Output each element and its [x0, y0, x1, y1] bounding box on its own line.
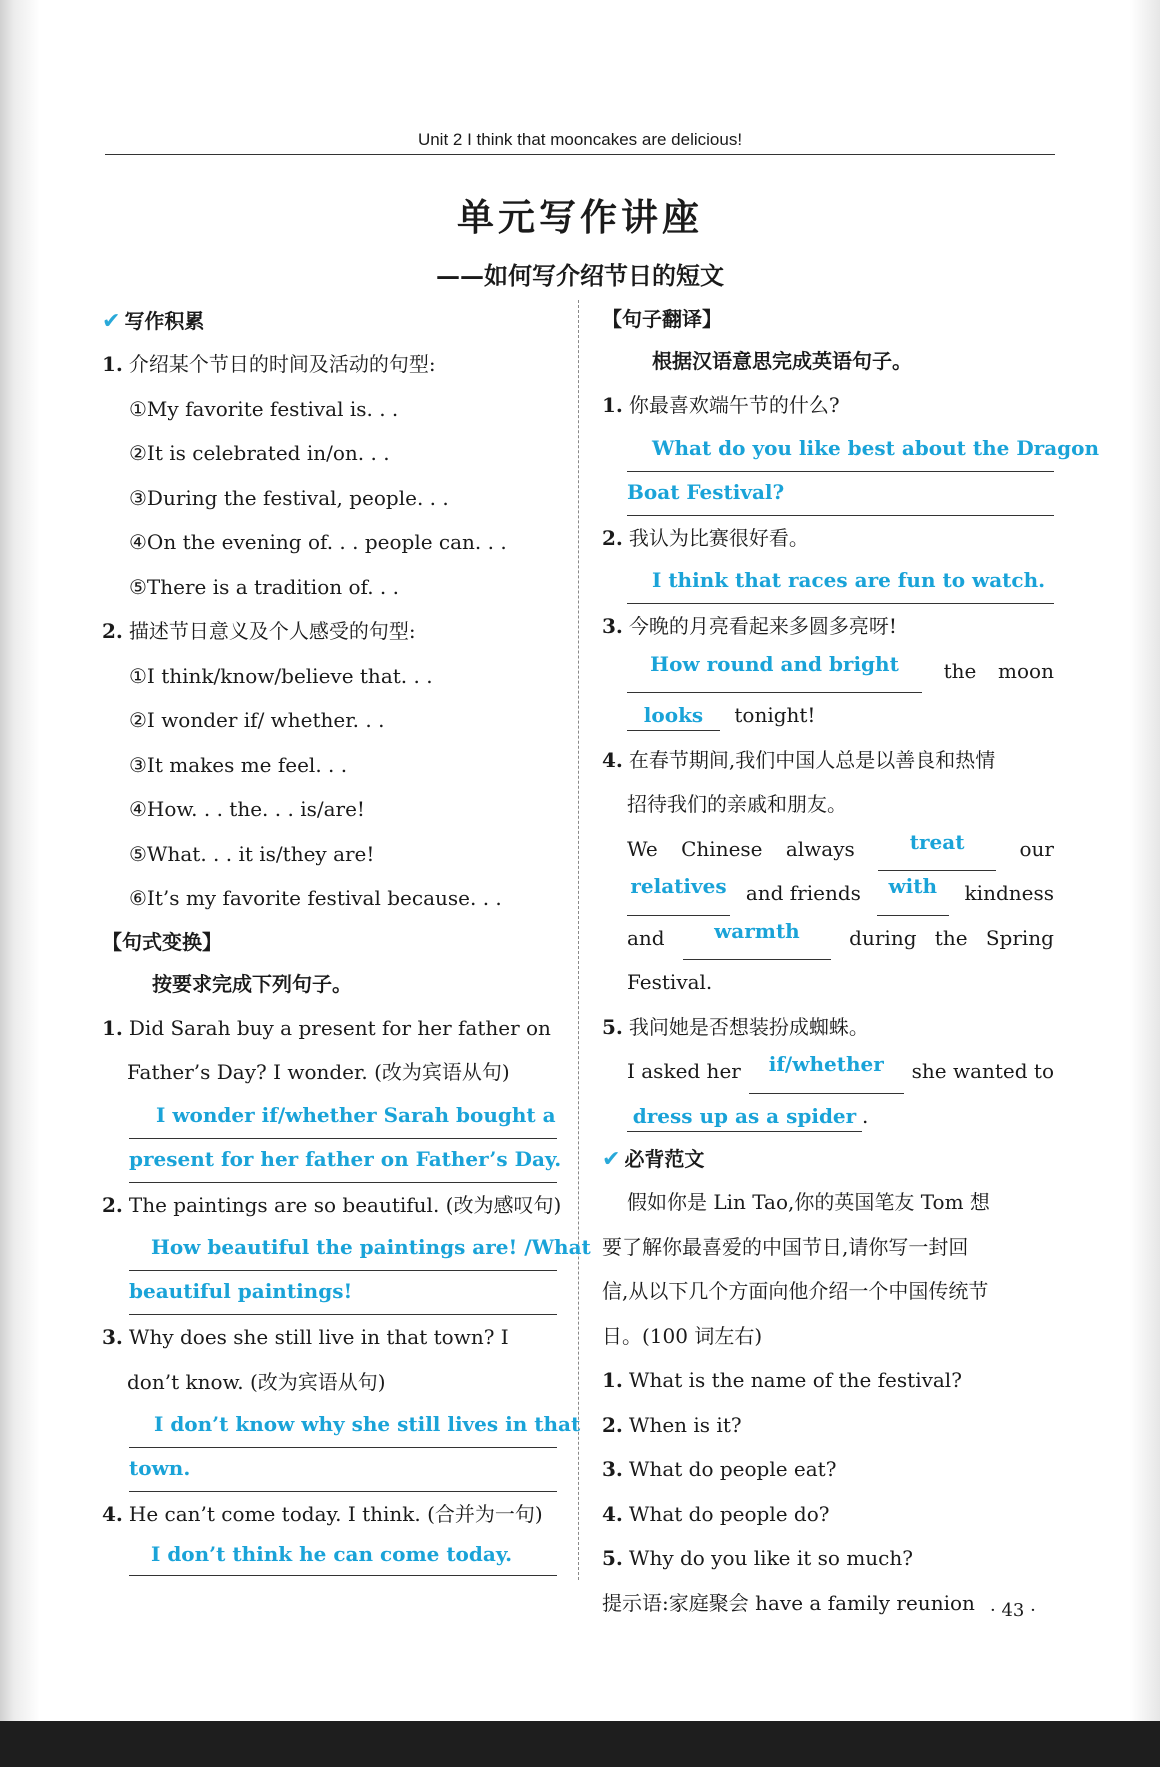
- pattern-item: ①My favorite festival is. . .: [129, 396, 399, 421]
- exercise-line: How round and bright the moon: [627, 649, 1054, 694]
- pattern-item: ①I think/know/believe that. . .: [129, 663, 433, 688]
- column-divider: [578, 300, 579, 1580]
- exercise-line: 招待我们的亲戚和朋友。: [627, 792, 847, 816]
- exercise-line: 1. Did Sarah buy a present for her father on: [102, 1015, 551, 1040]
- answer-blank: warmth: [683, 916, 831, 961]
- section-heading-transform: 【句式变换】: [102, 929, 222, 954]
- checkmark-icon: ✔: [602, 1147, 621, 1172]
- exercise-line: and warmth during the Spring: [627, 916, 1054, 961]
- pattern-item: ⑤What. . . it is/they are!: [129, 841, 375, 866]
- exercise-line: I asked her if/whether she wanted to: [627, 1049, 1054, 1094]
- page-subtitle: ——如何写介绍节日的短文: [436, 261, 724, 290]
- exercise-line: don’t know. (改为宾语从句): [127, 1369, 386, 1394]
- exercise-line: 3. 今晚的月亮看起来多圆多亮呀!: [602, 614, 897, 638]
- exercise-line: 2. 我认为比赛很好看。: [602, 525, 809, 550]
- answer-blank: How round and bright: [627, 649, 922, 694]
- answer-blank: dress up as a spider: [627, 1101, 862, 1132]
- pattern-item: ②It is celebrated in/on. . .: [129, 441, 390, 465]
- essay-prompt-line: 信,从以下几个方面向他介绍一个中国传统节: [602, 1279, 989, 1303]
- page-number: · 43 ·: [990, 1600, 1036, 1621]
- exercise-line: Father’s Day? I wonder. (改为宾语从句): [127, 1060, 510, 1084]
- pattern-item: ⑥It’s my favorite festival because. . .: [129, 886, 502, 910]
- pattern-item: ③During the festival, people. . .: [129, 485, 449, 510]
- exercise-line: dress up as a spider .: [627, 1094, 1054, 1139]
- answer-line: I don’t think he can come today.: [129, 1537, 557, 1576]
- section-heading-model-essay: ✔ 必背范文: [602, 1147, 705, 1172]
- answer-blank: looks: [627, 700, 720, 731]
- pattern-item: ④How. . . the. . . is/are!: [129, 797, 365, 821]
- answer-line: I don’t know why she still lives in that: [129, 1404, 557, 1448]
- answer-line: beautiful paintings!: [129, 1271, 557, 1315]
- answer-line: present for her father on Father’s Day.: [129, 1139, 557, 1183]
- exercise-line: 1. 你最喜欢端午节的什么?: [602, 393, 840, 417]
- essay-question: 4. What do people do?: [602, 1501, 830, 1526]
- section-heading-writing: ✔ 写作积累: [102, 309, 205, 334]
- answer-line: What do you like best about the Dragon: [627, 428, 1054, 472]
- answer-blank: treat: [878, 827, 996, 872]
- answer-line: Boat Festival?: [627, 472, 1054, 516]
- pattern-heading: 2. 描述节日意义及个人感受的句型:: [102, 619, 416, 643]
- pattern-item: ③It makes me feel. . .: [129, 752, 348, 777]
- instruction: 根据汉语意思完成英语句子。: [652, 349, 912, 373]
- essay-question: 3. What do people eat?: [602, 1457, 837, 1481]
- pattern-item: ②I wonder if/ whether. . .: [129, 708, 385, 732]
- pattern-heading: 1. 介绍某个节日的时间及活动的句型:: [102, 352, 436, 376]
- instruction: 按要求完成下列句子。: [152, 971, 352, 996]
- exercise-line: Festival.: [627, 970, 713, 994]
- exercise-line: 4. He can’t come today. I think. (合并为一句): [102, 1502, 543, 1526]
- answer-blank: if/whether: [749, 1049, 904, 1094]
- exercise-line: 4. 在春节期间,我们中国人总是以善良和热情: [602, 747, 996, 772]
- exercise-line: looks tonight!: [627, 693, 1054, 738]
- pattern-item: ⑤There is a tradition of. . .: [129, 574, 399, 599]
- checkmark-icon: ✔: [102, 309, 121, 334]
- answer-line: town.: [129, 1448, 557, 1492]
- essay-question: 1. What is the name of the festival?: [602, 1368, 962, 1392]
- hint-line: 提示语:家庭聚会 have a family reunion: [602, 1590, 975, 1615]
- essay-prompt-line: 假如你是 Lin Tao,你的英国笔友 Tom 想: [627, 1190, 990, 1214]
- essay-prompt-line: 要了解你最喜爱的中国节日,请你写一封回: [602, 1234, 969, 1259]
- answer-blank: relatives: [627, 871, 730, 916]
- left-column: [102, 300, 591, 1576]
- essay-prompt-line: 日。(100 词左右): [602, 1323, 763, 1348]
- exercise-line: We Chinese always treat our: [627, 827, 1054, 872]
- exercise-line: relatives and friends with kindness: [627, 871, 1054, 916]
- exercise-line: 3. Why does she still live in that town? I: [102, 1325, 509, 1349]
- answer-line: How beautiful the paintings are! /What: [129, 1227, 557, 1271]
- exercise-line: 2. The paintings are so beautiful. (改为感叹句): [102, 1192, 562, 1217]
- essay-question: 2. When is it?: [602, 1412, 742, 1437]
- essay-question: 5. Why do you like it so much?: [602, 1546, 913, 1570]
- answer-blank: with: [877, 871, 949, 916]
- exercise-line: 5. 我问她是否想装扮成蜘蛛。: [602, 1014, 869, 1039]
- answer-line: I think that races are fun to watch.: [627, 560, 1054, 604]
- page-title: 单元写作讲座: [457, 196, 703, 239]
- pattern-item: ④On the evening of. . . people can. . .: [129, 530, 507, 554]
- section-heading-translation: 【句子翻译】: [602, 307, 722, 331]
- unit-header: Unit 2 I think that mooncakes are delicious!: [105, 128, 1055, 155]
- right-column: [602, 298, 1100, 1625]
- answer-line: I wonder if/whether Sarah bought a: [129, 1095, 557, 1139]
